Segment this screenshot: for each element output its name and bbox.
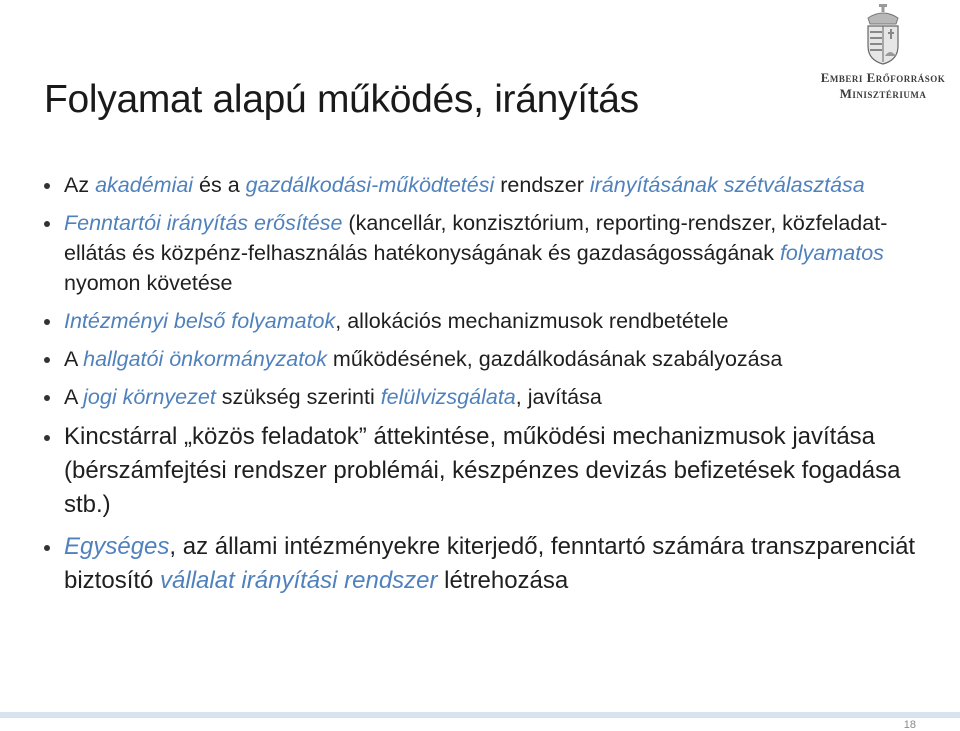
bullet-dot-icon	[44, 319, 50, 325]
logo-text	[808, 70, 958, 102]
footer-divider	[0, 712, 960, 718]
bullet-text: , az állami intézményekre kiterjedő, fenntartó számára transzparenciát biztosító	[64, 533, 916, 594]
bullet-gap	[38, 200, 943, 208]
bullet-text: és a	[193, 173, 246, 197]
bullet-gap	[38, 412, 943, 420]
bullet-gap	[38, 522, 943, 530]
logo-line-2: Minisztériuma	[839, 86, 927, 101]
bullet-dot-icon	[44, 435, 50, 441]
bullet-item	[38, 170, 943, 200]
bullet-emphasis: vállalat irányítási rendszer	[160, 567, 438, 594]
logo-line-1: Emberi Erőforrások	[820, 70, 946, 85]
bullet-emphasis: hallgatói önkormányzatok	[83, 347, 327, 371]
slide-title: Folyamat alapú működés, irányítás	[44, 78, 639, 121]
bullet-text: (kancellár, konzisztórium, reporting-rendszer, közfeladat-ellátás és közpénz-felhasználás hatékonyságának és gazdaságosságának	[64, 211, 888, 265]
bullet-text: , allokációs mechanizmusok rendbetétele	[335, 309, 729, 333]
bullet-emphasis: Intézményi belső folyamatok	[64, 309, 336, 333]
bullet-text: rendszer	[494, 173, 590, 197]
bullet-text: létrehozása	[437, 567, 569, 594]
bullet-text: A	[64, 385, 84, 409]
bullet-dot-icon	[44, 183, 50, 189]
bullet-gap	[38, 374, 943, 382]
bullet-item	[38, 208, 943, 298]
bullet-emphasis: akadémiai	[95, 173, 194, 197]
bullet-dot-icon	[44, 221, 50, 227]
bullet-text: , javítása	[515, 385, 602, 409]
bullet-item	[38, 420, 943, 522]
bullet-emphasis: folyamatos	[779, 241, 884, 265]
bullet-emphasis: felülvizsgálata	[380, 385, 516, 409]
bullet-dot-icon	[44, 357, 50, 363]
bullet-emphasis: irányításának szétválasztása	[589, 173, 865, 197]
page-number: 18	[903, 719, 916, 731]
bullet-gap	[38, 336, 943, 344]
coat-of-arms-icon	[862, 4, 904, 66]
ministry-logo	[808, 0, 958, 105]
bullet-text: Az	[64, 173, 96, 197]
bullet-text: szükség szerinti	[215, 385, 381, 409]
bullet-text: nyomon követése	[64, 271, 233, 295]
bullet-list	[38, 170, 943, 598]
bullet-emphasis: jogi környezet	[83, 385, 216, 409]
bullet-text: A	[64, 347, 84, 371]
bullet-item	[38, 382, 943, 412]
bullet-item	[38, 306, 943, 336]
bullet-emphasis: Egységes	[64, 533, 170, 560]
bullet-gap	[38, 298, 943, 306]
bullet-emphasis: gazdálkodási-működtetési	[245, 173, 495, 197]
bullet-dot-icon	[44, 545, 50, 551]
bullet-dot-icon	[44, 395, 50, 401]
bullet-text: működésének, gazdálkodásának szabályozása	[326, 347, 783, 371]
bullet-emphasis: Fenntartói irányítás erősítése	[64, 211, 343, 235]
bullet-item	[38, 344, 943, 374]
bullet-item	[38, 530, 943, 598]
bullet-text: Kincstárral „közös feladatok” áttekintése, működési mechanizmusok javítása (bérszámfejtési rendszer problémái, készpénzes devizás befizetések fogadása stb.)	[64, 423, 901, 518]
